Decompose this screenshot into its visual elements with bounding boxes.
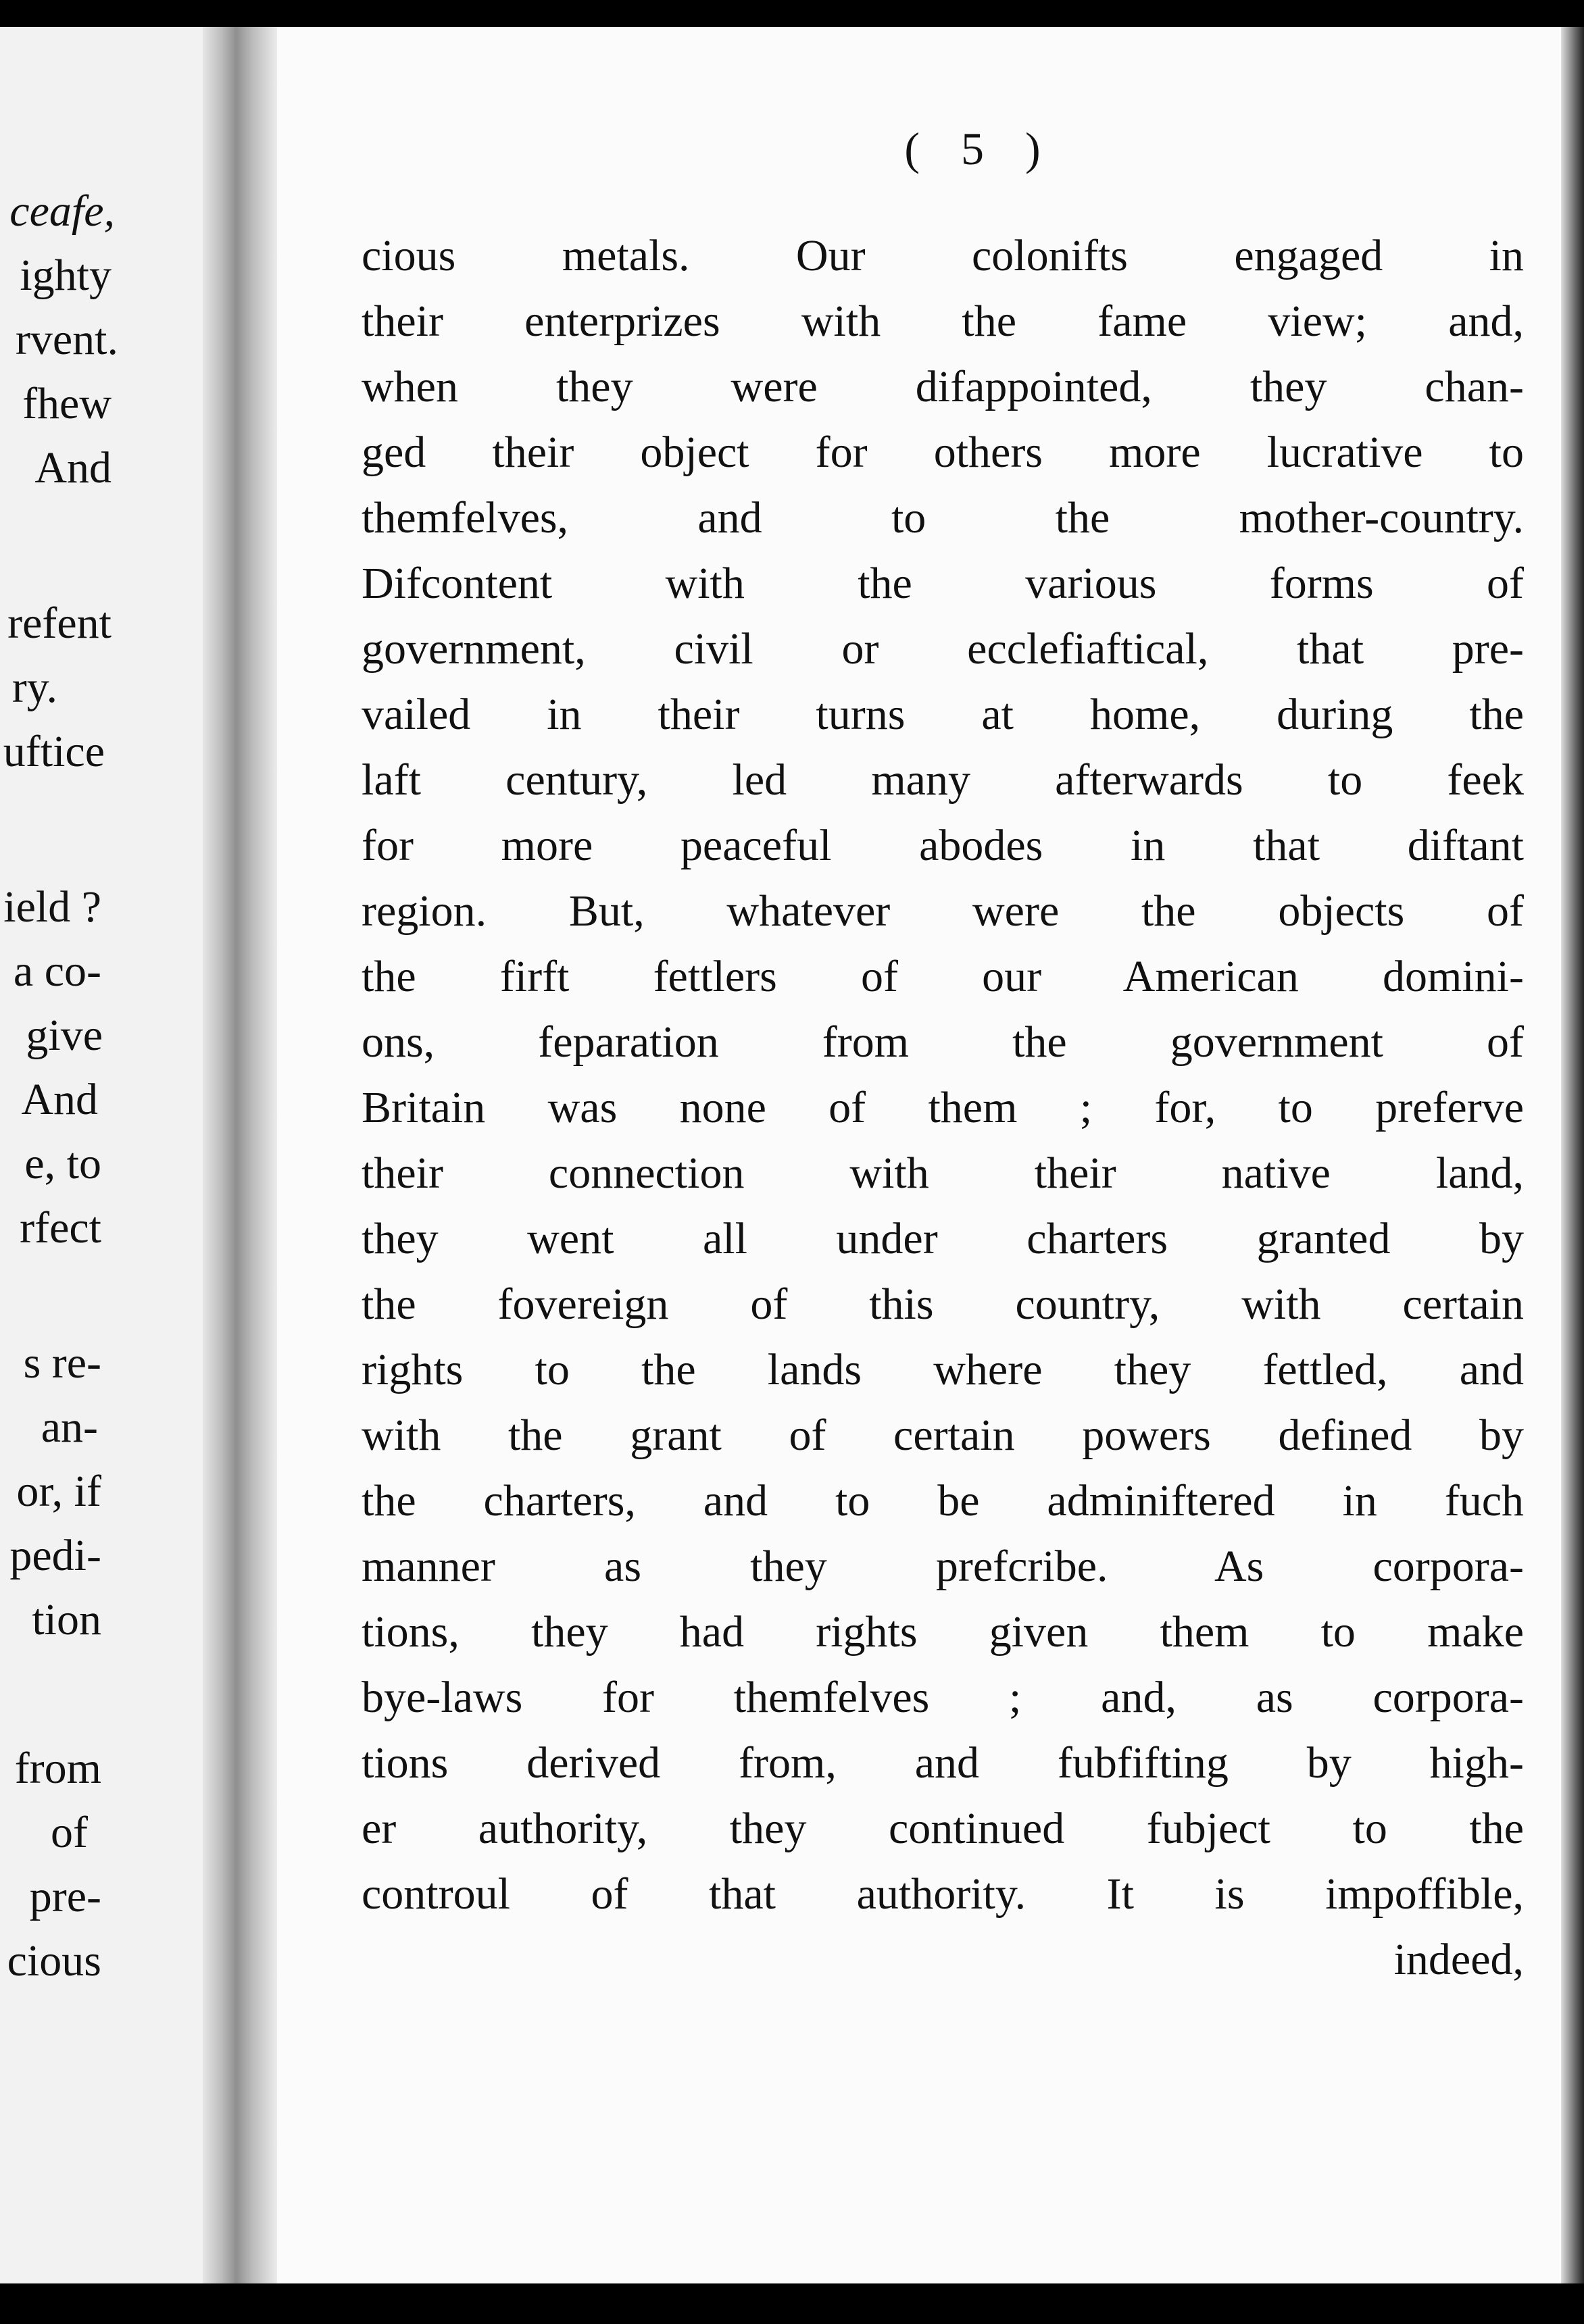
text-line: manner as they prefcribe. As corpora-: [362, 1542, 1524, 1591]
page-number: ( 5 ): [904, 123, 1056, 174]
text-line: tions, they had rights given them to make: [362, 1607, 1524, 1657]
text-line: cious metals. Our colonifts engaged in: [362, 231, 1524, 280]
left-fragment: give: [26, 1011, 103, 1060]
left-fragment: ry.: [11, 663, 57, 712]
left-fragment: rfect: [20, 1203, 101, 1253]
left-fragment: ield ?: [3, 882, 101, 932]
left-fragment: from: [14, 1744, 101, 1793]
left-fragment: And: [34, 443, 112, 492]
text-line: the firft fettlers of our American domini-: [362, 952, 1524, 1001]
left-fragment: e, to: [24, 1139, 101, 1188]
left-fragment: or, if: [16, 1467, 101, 1516]
body-text: [362, 223, 1524, 1992]
text-line: tions derived from, and fubfifting by high-: [362, 1738, 1524, 1788]
text-line: Britain was none of them ; for, to preferve: [362, 1083, 1524, 1132]
left-fragment: pre-: [29, 1872, 101, 1921]
left-fragment: ighty: [20, 251, 112, 300]
text-line: laft century, led many afterwards to feek: [362, 755, 1524, 805]
text-line: their enterprizes with the fame view; and,: [362, 297, 1524, 346]
text-line: their connection with their native land,: [362, 1148, 1524, 1198]
text-line: the fovereign of this country, with certain: [362, 1280, 1524, 1329]
current-page: [277, 27, 1575, 2283]
text-line: they went all under charters granted by: [362, 1214, 1524, 1263]
left-fragment: of: [51, 1808, 88, 1857]
text-line: with the grant of certain powers defined by: [362, 1411, 1524, 1460]
text-line: er authority, they continued fubject to the: [362, 1804, 1524, 1853]
catchword: indeed,: [1393, 1935, 1524, 1984]
text-line: themfelves, and to the mother-country.: [362, 493, 1524, 542]
page-edge-shadow: [1561, 27, 1584, 2283]
text-line: for more peaceful abodes in that diftant: [362, 821, 1524, 870]
text-line: when they were difappointed, they chan-: [362, 362, 1524, 411]
left-fragment: ceafe,: [9, 186, 115, 236]
left-fragment: pedi-: [9, 1531, 101, 1580]
text-line: ged their object for others more lucrative to: [362, 428, 1524, 477]
left-fragment: rvent.: [15, 315, 118, 364]
left-fragment: And: [21, 1075, 98, 1124]
book-spine-shadow: [203, 27, 277, 2283]
left-fragment: a co-: [13, 946, 101, 996]
text-line: government, civil or ecclefiaftical, that pre-: [362, 624, 1524, 674]
left-fragment: uftice: [3, 727, 105, 776]
left-fragment: s re-: [23, 1338, 101, 1388]
left-fragment: refent: [7, 599, 112, 648]
left-fragment: an-: [41, 1403, 98, 1452]
text-line: controul of that authority. It is impoffible,: [362, 1869, 1524, 1919]
text-line: ons, feparation from the government of: [362, 1017, 1524, 1067]
left-fragment: cious: [7, 1936, 101, 1986]
text-line: the charters, and to be adminiftered in fuch: [362, 1476, 1524, 1525]
text-line: region. But, whatever were the objects of: [362, 886, 1524, 936]
text-line: bye-laws for themfelves ; and, as corpora-: [362, 1673, 1524, 1722]
text-line: Difcontent with the various forms of: [362, 559, 1524, 608]
text-line: vailed in their turns at home, during the: [362, 690, 1524, 739]
previous-page: [0, 27, 203, 2283]
left-fragment: fhew: [22, 379, 112, 428]
left-fragment: tion: [32, 1595, 101, 1644]
text-line: rights to the lands where they fettled, and: [362, 1345, 1524, 1394]
